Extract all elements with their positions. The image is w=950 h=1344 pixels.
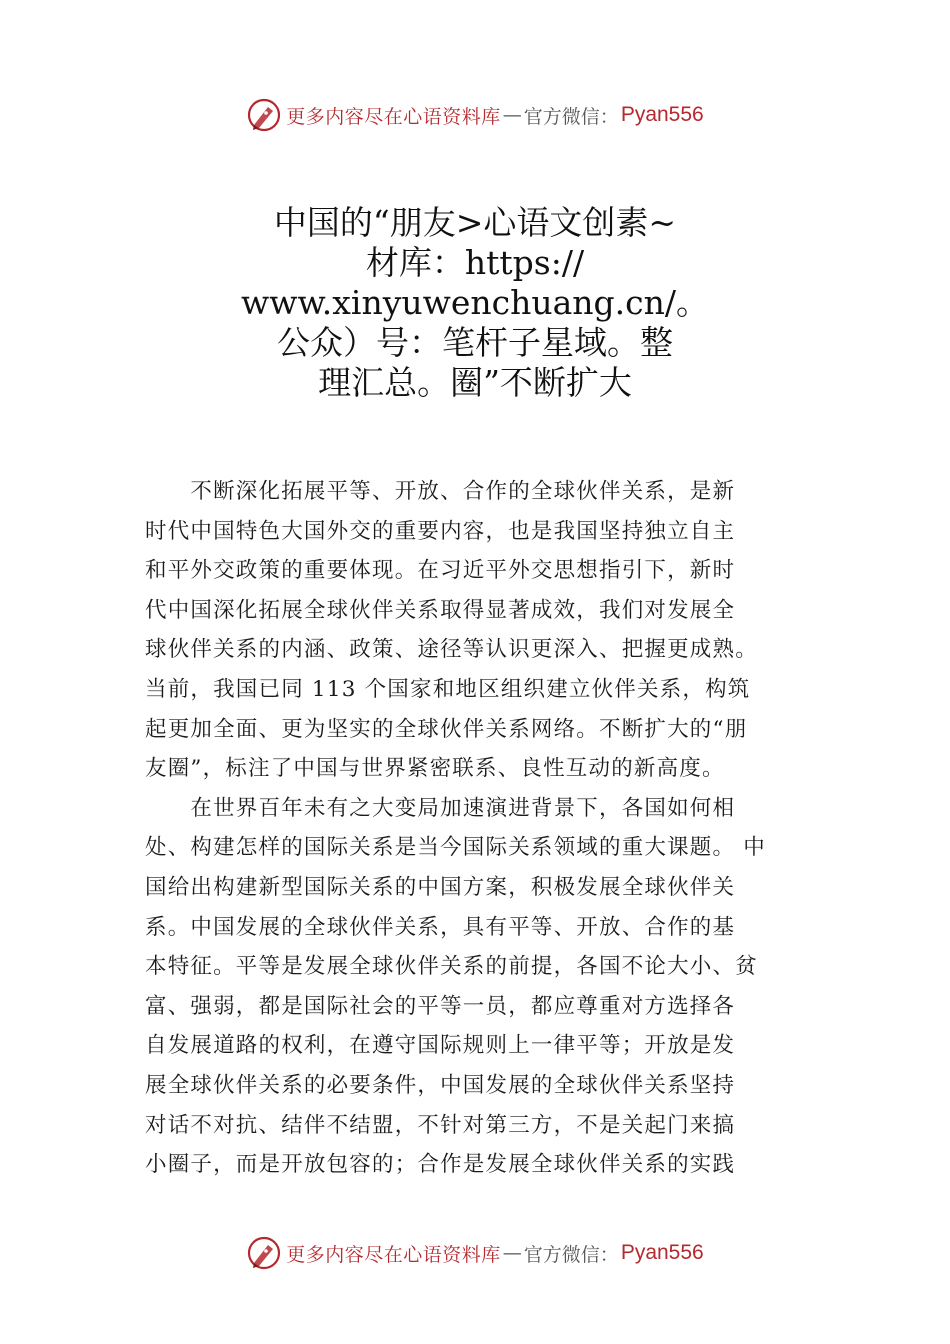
header-banner-text: 更多内容尽在心语资料库 [286, 105, 501, 128]
body-line: 本特征。平等是发展全球伙伴关系的前提，各国不论大小、贫 [145, 954, 758, 980]
body-line: 小圈子，而是开放包容的；合作是发展全球伙伴关系的实践 [145, 1152, 736, 1178]
title-line: 材库：https:// [365, 243, 585, 282]
header-wechat-label: 官方微信： [523, 105, 619, 128]
body-line: 国给出构建新型国际关系的中国方案，积极发展全球伙伴关 [145, 874, 736, 900]
pen-nib-logo-icon [246, 1235, 282, 1271]
body-line: 系。中国发展的全球伙伴关系，具有平等、开放、合作的基 [145, 914, 736, 940]
body-line: 处、构建怎样的国际关系是当今国际关系领域的重大课题。 中 [145, 835, 766, 861]
title-line: 公众）号：笔杆子星域。整 [277, 323, 673, 362]
footer-banner-separator: — [502, 1242, 522, 1264]
body-line: 代中国深化拓展全球伙伴关系取得显著成效，我们对发展全 [145, 597, 736, 623]
body-line: 不断深化拓展平等、开放、合作的全球伙伴关系，是新 [145, 479, 736, 504]
header-banner [0, 95, 950, 135]
body-line: 起更加全面、更为坚实的全球伙伴关系网络。不断扩大的“朋 [145, 716, 748, 742]
header-wechat-id: Pyan556 [620, 103, 704, 126]
body-line: 展全球伙伴关系的必要条件，中国发展的全球伙伴关系坚持 [145, 1072, 736, 1098]
document-body [145, 472, 807, 1185]
header-banner-separator: — [502, 104, 522, 126]
body-line: 球伙伴关系的内涵、政策、途径等认识更深入、把握更成熟。 [145, 637, 758, 663]
body-line: 对话不对抗、结伴不结盟，不针对第三方，不是关起门来搞 [145, 1112, 736, 1138]
footer-wechat-label: 官方微信： [523, 1243, 619, 1266]
body-line: 友圈”，标注了中国与世界紧密联系、良性互动的新高度。 [145, 756, 725, 782]
title-line: 理汇总。圈”不断扩大 [318, 363, 632, 402]
title-line: 中国的“朋友>心语文创素~ [273, 203, 677, 242]
pen-nib-logo-icon [246, 97, 282, 133]
footer-banner [0, 1233, 950, 1273]
body-line: 当前，我国已同 113 个国家和地区组织建立伙伴关系，构筑 [145, 676, 751, 702]
footer-wechat-id: Pyan556 [620, 1241, 704, 1264]
body-line: 在世界百年未有之大变局加速演进背景下，各国如何相 [145, 795, 736, 821]
document-title [160, 203, 790, 403]
body-line: 和平外交政策的重要体现。在习近平外交思想指引下，新时 [145, 558, 736, 584]
body-line: 自发展道路的权利，在遵守国际规则上一律平等；开放是发 [145, 1033, 736, 1059]
body-line: 富、强弱，都是国际社会的平等一员，都应尊重对方选择各 [145, 993, 736, 1019]
body-line: 时代中国特色大国外交的重要内容，也是我国坚持独立自主 [145, 518, 736, 544]
title-line: www.xinyuwenchuang.cn/。 [240, 283, 710, 322]
footer-banner-text: 更多内容尽在心语资料库 [286, 1243, 501, 1266]
